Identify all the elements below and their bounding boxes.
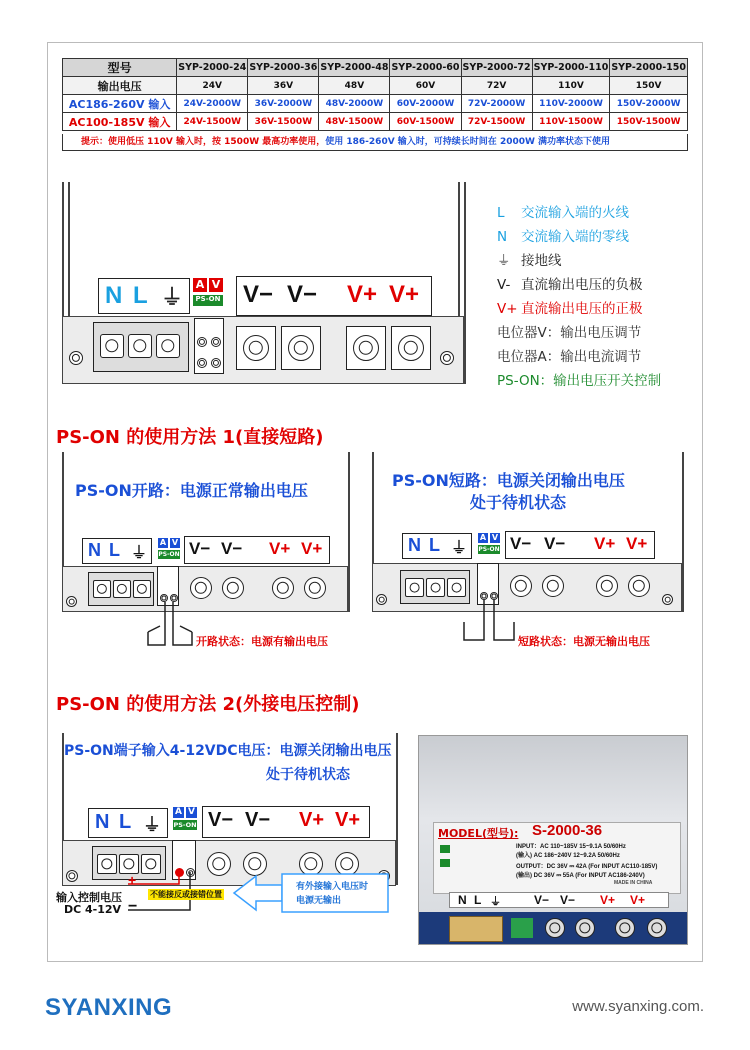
terminal-screw-icon [542,575,564,597]
ext-caption-2: 处于待机状态 [266,767,350,783]
table-cell: 60V [390,77,461,95]
table-cell: 150V [610,77,688,95]
terminal-screw-icon [288,335,314,361]
table-cell: SYP-2000-110 [532,59,610,77]
mount-screw-icon [69,351,83,365]
control-voltage-label: 输入控制电压 [56,891,122,904]
pson-pin-icon [197,358,207,368]
mount-screw-icon [376,594,387,605]
tip-high-voltage: 使用 186-260V 输入时，可持续长时间在 2000W 满功率状态下使用 [325,137,611,147]
legend-item: V- 直流输出电压的负极 [497,277,643,293]
table-cell: 150V-1500W [610,113,688,131]
table-cell: SYP-2000-150 [610,59,688,77]
photo-terminal-labels: N L ⏚ V− V− V+ V+ [449,892,669,908]
ac-terminal-label-box: N L ⏚ [402,533,472,559]
table-cell: 48V-1500W [319,113,390,131]
terminal-screw-icon [97,854,117,874]
spec-table [62,58,688,131]
table-cell: 24V-1500W [177,113,248,131]
legend-item: N 交流输入端的零线 [497,229,629,245]
terminal-screw-icon [426,578,445,597]
table-cell: 110V-1500W [532,113,610,131]
minus-symbol: − [128,898,138,915]
plus-symbol: + [128,872,137,888]
power-tip [62,134,688,151]
pot-v-icon [211,337,221,347]
vminus-label: V− [243,281,274,308]
legend-item: ⏚ 接地线 [497,253,562,269]
control-voltage-range: DC 4-12V [64,903,122,916]
open-switch-wire [140,600,200,650]
v-pot-label: V [209,278,223,292]
legend-item: PS-ON：输出电压开关控制 [497,373,662,389]
table-cell: 72V-2000W [461,95,532,113]
legend-item: L 交流输入端的火线 [497,205,629,221]
vplus-label: V+ [347,281,378,308]
terminal-screw-icon [156,334,180,358]
terminal-screw-icon [190,577,212,599]
legend-item: 电位器A：输出电流调节 [497,349,642,365]
note-line-2: 电源无输出 [296,896,342,906]
table-cell: 110V [532,77,610,95]
table-cell: SYP-2000-72 [461,59,532,77]
pson-label: PS-ON [193,295,223,306]
pson-pin-icon [211,358,221,368]
terminal-screw-icon [128,334,152,358]
legend-item: V+ 直流输出电压的正极 [497,301,643,317]
table-cell: 36V-1500W [248,113,319,131]
vminus-label: V− [287,281,318,308]
table-cell: 72V-1500W [461,113,532,131]
ac-terminal-label-box: N L ⏚ [82,538,152,564]
terminal-screw-icon [510,575,532,597]
ac-terminal-label-box [98,278,190,314]
short-caption-1: PS-ON短路：电源关闭输出电压 [392,471,625,490]
table-row [63,59,688,77]
terminal-screw-icon [100,334,124,358]
table-cell: 72V [461,77,532,95]
label-plate: MODEL(型号): S-2000-36 INPUT：AC 110~185V 15~9.1A 50/60Hz (输入) AC 186~240V 12~9.2A 50/60Hz OUTPUT：DC 36V ⎓ 42A (For INPUT AC110-185V) (输出) DC 36V ⎓ 55A (For INPUT AC186-240V) MADE IN CHINA [433,822,681,894]
legend-item: 电位器V：输出电压调节 [497,325,642,341]
short-caption-2: 处于待机状态 [470,493,567,512]
ac-terminal-label-box: N L ⏚ [88,808,168,838]
table-cell: 36V [248,77,319,95]
terminal-screw-icon [596,575,618,597]
table-row [63,113,688,131]
short-state-label: 短路状态：电源无输出电压 [518,635,650,648]
table-cell: SYP-2000-36 [248,59,319,77]
warning-label: 不能接反或接错位置 [150,890,222,899]
dc-terminal-label-box [236,276,432,316]
product-photo [418,735,688,945]
table-row [63,95,688,113]
section1-title: PS-ON 的使用方法 1(直接短路) [56,427,324,448]
table-row [63,77,688,95]
mount-screw-icon [662,594,673,605]
terminal-screw-icon [272,577,294,599]
terminal-screw-icon [405,578,424,597]
table-cell: 60V-1500W [390,113,461,131]
terminal-screw-icon [113,580,131,598]
terminal-screw-icon [398,335,424,361]
model-name: S-2000-36 [532,822,603,839]
table-cell: 48V-2000W [319,95,390,113]
section2-title: PS-ON 的使用方法 2(外接电压控制) [56,694,360,715]
model-prefix: MODEL(型号): [438,827,519,840]
table-cell: AC100-185V 输入 [63,113,177,131]
mount-screw-icon [440,351,454,365]
terminal-screw-icon [207,852,231,876]
vplus-label: V+ [389,281,420,308]
terminal-screw-icon [222,577,244,599]
table-cell: 110V-2000W [532,95,610,113]
table-cell: 48V [319,77,390,95]
mount-screw-icon [66,870,78,882]
terminal-screw-icon [243,335,269,361]
l-label: L [133,282,148,309]
table-cell: 36V-2000W [248,95,319,113]
table-cell: AC186-260V 输入 [63,95,177,113]
table-cell: SYP-2000-24 [177,59,248,77]
mount-screw-icon [66,596,77,607]
terminal-screw-icon [447,578,466,597]
terminal-screw-icon [133,580,151,598]
n-label: N [105,282,123,309]
table-cell: SYP-2000-48 [319,59,390,77]
a-pot-label: A [193,278,207,292]
table-cell: 24V [177,77,248,95]
ground-label: ⏚ [161,285,184,310]
open-state-label: 开路状态：电源有输出电压 [196,635,328,648]
dc-terminal-label-box: V− V− V+ V+ [202,806,370,838]
terminal-screw-icon [353,335,379,361]
pot-a-icon [197,337,207,347]
table-cell: 输出电压 [63,77,177,95]
short-wire [460,598,520,648]
note-line-1: 有外接输入电压时 [296,882,369,892]
table-cell: 150V-2000W [610,95,688,113]
photo-terminal-row [419,912,688,945]
brand-logo: SYANXING [45,994,173,1021]
tip-low-voltage: 提示：使用低压 110V 输入时，按 1500W 最高功率使用， [81,137,326,147]
table-cell: 24V-2000W [177,95,248,113]
website-url[interactable]: www.syanxing.com. [572,998,704,1015]
terminal-screw-icon [93,580,111,598]
dc-terminal-label-box: V− V− V+ V+ [184,536,330,564]
table-cell: 60V-2000W [390,95,461,113]
table-cell: 型号 [63,59,177,77]
terminal-screw-icon [628,575,650,597]
open-caption: PS-ON开路：电源正常输出电压 [75,481,308,500]
ext-caption-1: PS-ON端子输入4-12VDC电压：电源关闭输出电压 [64,743,392,759]
terminal-screw-icon [304,577,326,599]
dc-terminal-label-box: V− V− V+ V+ [505,531,655,559]
table-cell: SYP-2000-60 [390,59,461,77]
